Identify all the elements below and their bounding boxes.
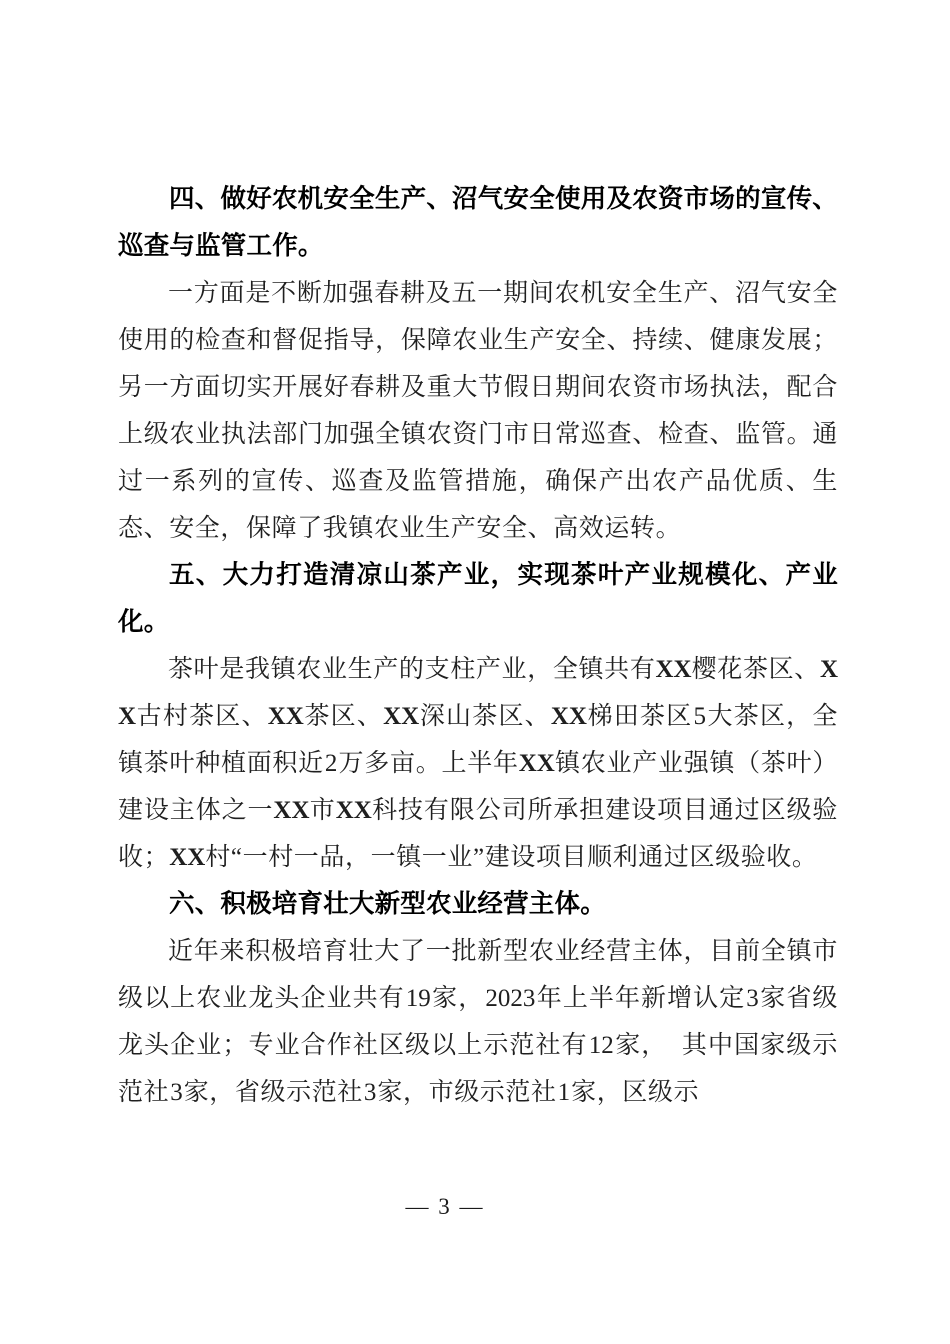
section-heading-five: 五、大力打造清凉山茶产业，实现茶叶产业规模化、产业化。 [118, 561, 838, 636]
redacted-placeholder: XX [118, 656, 838, 730]
inline-number: 2 [324, 750, 338, 777]
paragraph-tea-industry: 茶叶是我镇农业生产的支柱产业，全镇共有XX樱花茶区、XX古村茶区、XX茶区、XX深山茶区、XX梯田茶区5大茶区，全镇茶叶种植面积近2万多亩。上半年XX镇农业产业强镇（茶叶）建设主体之一XX市XX科技有限公司所承担建设项目通过区级验收；XX村“一村一品，一镇一业”建设项目顺利通过区级验收。 [118, 656, 838, 871]
inline-number: 12 [588, 1032, 614, 1059]
page-number: — 3 — [405, 1194, 485, 1219]
inline-number: 2023 [485, 985, 536, 1012]
inline-number: 1 [557, 1079, 571, 1106]
redacted-placeholder: XX [518, 750, 555, 777]
redacted-placeholder: XX [273, 797, 310, 824]
paragraph-agricultural-safety: 一方面是不断加强春耕及五一期间农机安全生产、沼气安全使用的检查和督促指导，保障农业生产安全、持续、健康发展；另一方面切实开展好春耕及重大节假日期间农资市场执法，配合上级农业执法部门加强全镇农资门市日常巡查、检查、监管。通过一系列的宣传、巡查及监管措施，确保产出农产品优质、生态、安全，保障了我镇农业生产安全、高效运转。 [118, 280, 838, 542]
redacted-placeholder: XX [383, 703, 420, 730]
redacted-placeholder: XX [335, 797, 372, 824]
inline-number: 3 [170, 1079, 183, 1106]
redacted-placeholder: XX [550, 703, 587, 730]
inline-number: 3 [363, 1079, 377, 1106]
page-body-content [118, 176, 838, 1116]
paragraph-new-business-entities: 近年来积极培育壮大了一批新型农业经营主体，目前全镇市级以上农业龙头企业共有19家，2023年上半年新增认定3家省级龙头企业；专业合作社区级以上示范社有12家， 其中国家级示范社3家，省级示范社3家，市级示范社1家，区级示 [118, 938, 838, 1106]
inline-number: 5 [693, 703, 706, 730]
section-heading-four: 四、做好农机安全生产、沼气安全使用及农资市场的宣传、巡查与监管工作。 [118, 185, 838, 260]
inline-number: 3 [746, 985, 759, 1012]
redacted-placeholder: XX [169, 844, 206, 871]
redacted-placeholder: XX [267, 703, 304, 730]
section-heading-six: 六、积极培育壮大新型农业经营主体。 [169, 890, 606, 918]
redacted-placeholder: XX [655, 656, 692, 683]
page-footer [0, 1194, 950, 1220]
inline-number: 19 [405, 985, 431, 1012]
